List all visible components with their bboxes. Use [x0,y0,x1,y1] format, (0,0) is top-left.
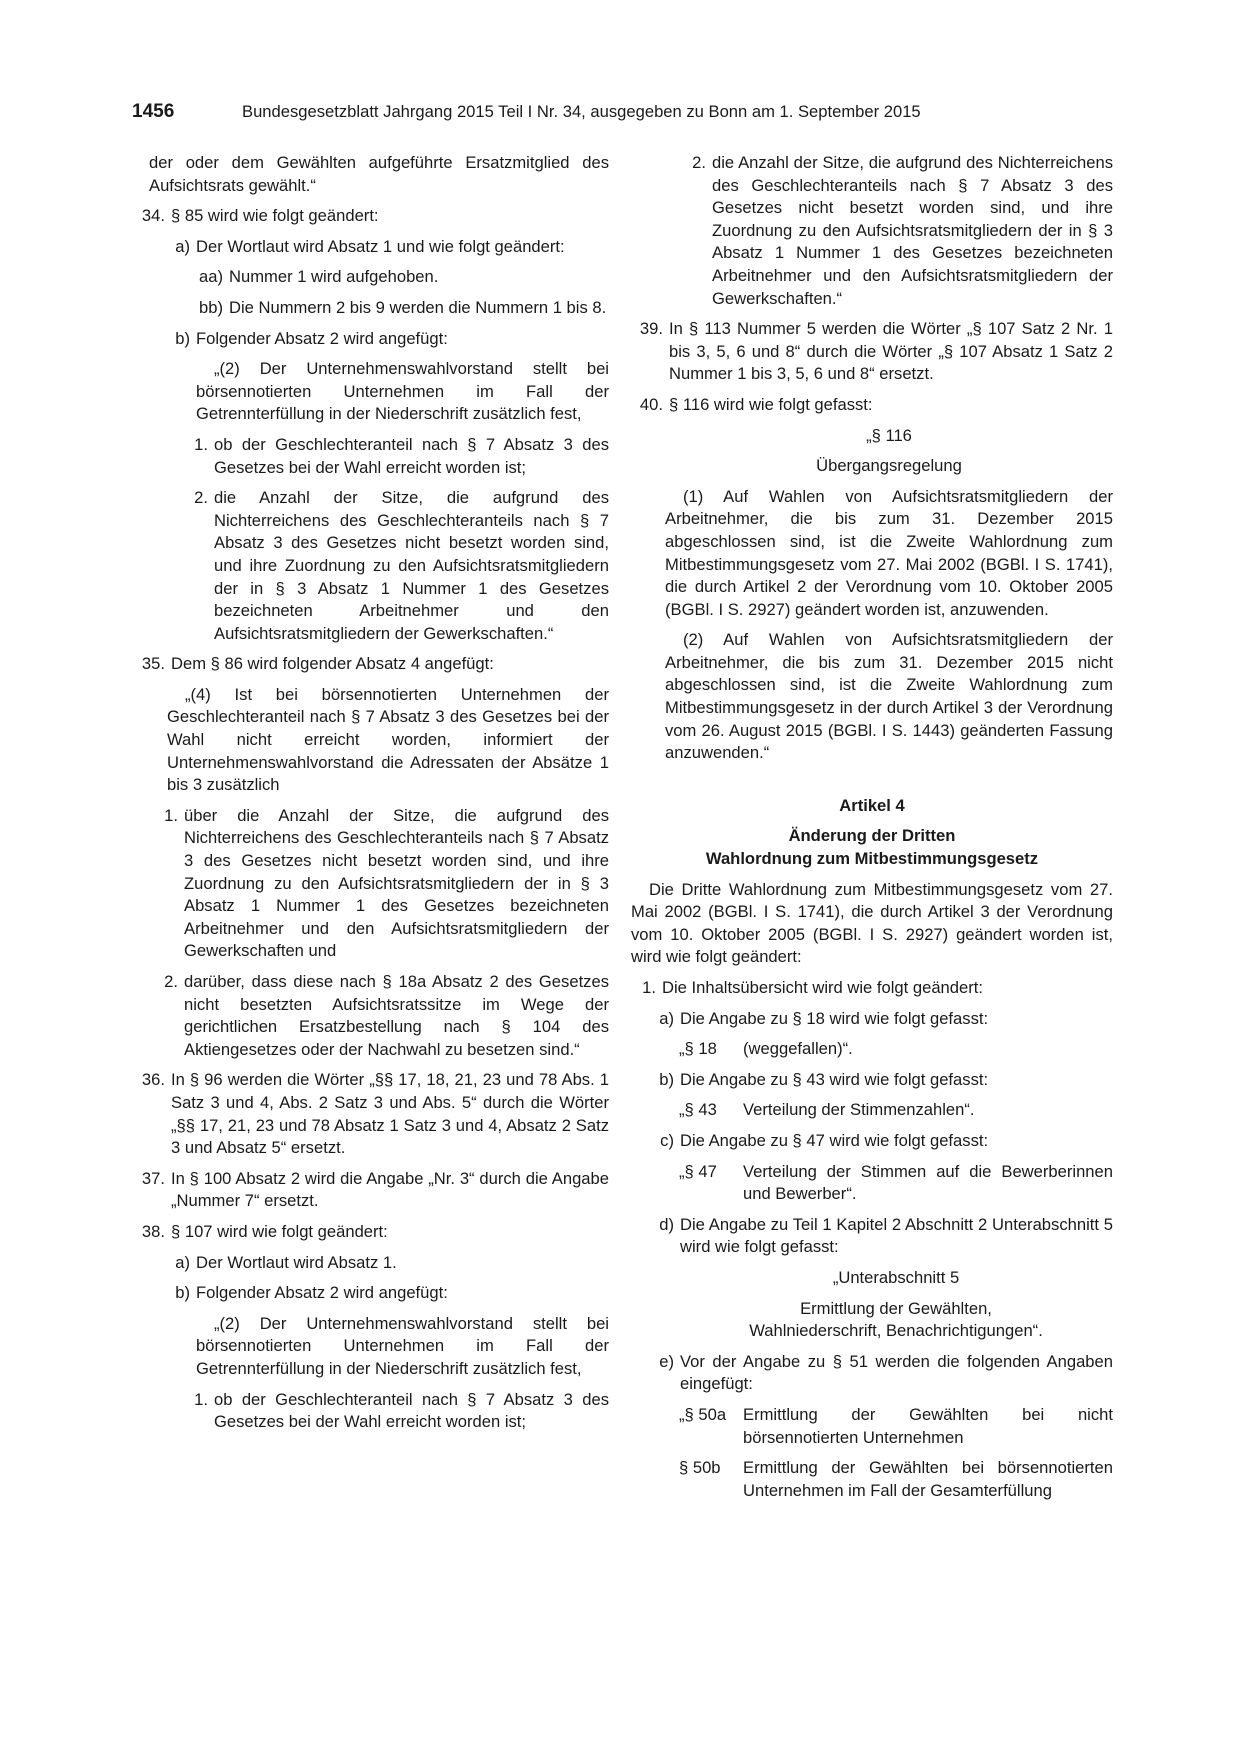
item-text: Die Angabe zu § 47 wird wie folgt gefasst: [680,1130,989,1150]
item-number: 34. [141,206,165,226]
list-item [159,805,609,963]
item-text: die Anzahl der Sitze, die aufgrund des Nichterreichens des Geschlechteranteils nach § 7 Absatz 3 des Gesetzes nicht besetzt worden sind, und ihre Zuordnung zu den Aufsichtsratsmitgliedern der in § 3 Absatz 1 Nummer 1 des Gesetzes bezeichneten Arbeitnehmer und den Aufsichtsratsmitgliedern der Gewerkschaften.“ [712,153,1113,308]
list-item [655,1214,1113,1259]
quoted-heading-line: „Unterabschnitt 5 [832,1267,960,1287]
list-item [655,1351,1113,1396]
list-item [171,328,609,351]
item-number: d) [659,1214,674,1234]
right-column [631,152,1113,1510]
item-number: „§ 18 [679,1039,717,1059]
list-item [679,1038,1113,1061]
list-item [196,297,609,320]
item-number: 35. [141,654,165,674]
item-number: „§ 47 [679,1161,717,1181]
list-item [655,1130,1113,1153]
spacer [631,773,1113,795]
item-text: Folgender Absatz 2 wird angefügt: [196,1283,448,1303]
article-heading: Artikel 4 [839,795,905,815]
item-number: b) [175,328,190,348]
list-item [655,1008,1113,1031]
item-number: 36. [141,1070,165,1090]
item-text: § 85 wird wie folgt geändert: [171,206,379,226]
item-text: In § 100 Absatz 2 wird die Angabe „Nr. 3“ durch die Angabe „Nummer 7“ ersetzt. [171,1168,609,1211]
list-item [159,971,609,1061]
item-text: Der Wortlaut wird Absatz 1 und wie folgt geändert: [196,236,565,256]
continuation-text: der oder dem Gewählten aufgeführte Ersatzmitglied des Aufsichtsrats gewählt.“ [149,153,609,195]
list-item [679,1457,1113,1502]
item-text: § 116 wird wie folgt gefasst: [669,394,873,414]
item-text: Ermittlung der Gewählten bei nicht börsennotierten Unternehmen [743,1404,1113,1447]
item-text: ob der Geschlechteranteil nach § 7 Absatz 3 des Gesetzes bei der Wahl erreicht worden ist; [214,434,609,477]
item-number: 1. [642,978,656,997]
section-number: „§ 116 [866,425,912,445]
item-number: 2. [194,488,208,508]
item-text: Folgender Absatz 2 wird angefügt: [196,328,448,348]
item-text: Die Nummern 2 bis 9 werden die Nummern 1 bis 8. [229,297,607,317]
list-item [679,1099,1113,1122]
list-item [637,977,1113,1000]
list-item [687,152,1113,310]
list-item [196,266,609,289]
item-text: Verteilung der Stimmen auf die Bewerberinnen und Bewerber“. [743,1161,1113,1204]
list-item [679,1404,1113,1449]
item-number: c) [660,1130,674,1150]
quoted-heading-line: Ermittlung der Gewählten, [800,1298,992,1318]
item-text: Vor der Angabe zu § 51 werden die folgenden Angaben eingefügt: [680,1351,1113,1394]
item-text: Die Angabe zu § 43 wird wie folgt gefasst: [680,1069,989,1089]
page-header [132,101,1112,125]
quoted-paragraph: „(2) Der Unternehmenswahlvorstand stellt bei börsennotierten Unternehmen im Fall der Getrennterfüllung in der Niederschrift zusätzlich fest, [196,1313,609,1378]
list-item [631,318,1113,386]
list-item [133,205,609,228]
item-text: Die Angabe zu § 18 wird wie folgt gefasst: [680,1008,989,1028]
item-number: 2. [164,972,178,991]
list-item [133,1069,609,1159]
item-text: In § 96 werden die Wörter „§§ 17, 18, 21, 23 und 78 Abs. 1 Satz 3 und 4, Abs. 2 Satz 3 und Abs. 5“ durch die Wörter „§§ 17, 21, 23 und 78 Absatz 1 Satz 3 und 4, Absatz 2 Satz 3 und Absatz 5“ ersetzt. [171,1070,609,1158]
item-number: a) [659,1008,674,1028]
left-column [133,152,609,1442]
item-text: die Anzahl der Sitze, die aufgrund des Nichterreichens des Geschlechteranteils nach § 7 Absatz 3 des Gesetzes nicht besetzt worden sind, und ihre Zuordnung zu den Aufsichtsratsmitgliedern der in § 3 Absatz 1 Nummer 1 des Gesetzes bezeichneten Arbeitnehmer und den Aufsichtsratsmitgliedern der Gewerkschaften.“ [214,488,609,643]
quoted-paragraph: „(2) Der Unternehmenswahlvorstand stellt bei börsennotierten Unternehmen im Fall der Getrennterfüllung in der Niederschrift zusätzlich fest, [196,359,609,424]
item-number: a) [175,236,190,256]
item-text: über die Anzahl der Sitze, die aufgrund des Nichterreichens des Geschlechteranteils nach § 7 Absatz 3 des Gesetzes nicht besetzt worden sind, und ihre Zuordnung zu den Aufsichtsratsmitgliedern der in § 3 Absatz 1 Nummer 1 des Gesetzes bezeichneten Arbeitnehmer und den Aufsichtsratsmitgliedern der Gewerkschaften und [184,805,609,961]
item-text: (weggefallen)“. [743,1039,853,1059]
item-number: „§ 50a [679,1404,727,1424]
list-item [189,1389,609,1434]
item-number: a) [175,1252,190,1272]
article-title-line: Änderung der Dritten [788,826,956,846]
list-item [133,653,609,676]
quoted-heading-line: Wahlniederschrift, Benachrichtigungen“. [749,1321,1043,1341]
section-paragraph: (2) Auf Wahlen von Aufsichtsratsmitgliedern der Arbeitnehmer, die bis zum 31. Dezember 2015 nicht abgeschlossen sind, ist die Zweite Wahlordnung zum Mitbestimmungsgesetz in der durch Artikel 3 der Verordnung vom 26. August 2015 (BGBl. I S. 1443) geänderten Fassung anzuwenden.“ [665,630,1113,763]
item-text: Verteilung der Stimmenzahlen“. [743,1100,975,1120]
item-number: 1. [164,805,178,825]
quoted-paragraph: „(4) Ist bei börsennotierten Unternehmen der Geschlechteranteil nach § 7 Absatz 3 des Gesetzes bei der Wahl nicht erreicht worden, informiert der Unternehmenswahlvorstand die Adressaten der Absätze 1 bis 3 zusätzlich [167,684,609,795]
item-text: Die Inhaltsübersicht wird wie folgt geändert: [662,978,983,997]
item-number: § 50b [679,1458,721,1478]
item-number: 39. [639,319,663,339]
item-text: Der Wortlaut wird Absatz 1. [196,1252,397,1272]
article-intro: Die Dritte Wahlordnung zum Mitbestimmungsgesetz vom 27. Mai 2002 (BGBl. I S. 1741), die durch Artikel 3 der Verordnung vom 10. Oktober 2005 (BGBl. I S. 2927) geändert worden ist, wird wie folgt geändert: [631,879,1113,967]
quoted-heading-block [679,1267,1113,1343]
item-text: darüber, dass diese nach § 18a Absatz 2 des Gesetzes nicht besetzten Aufsichtsratssitze im Wege der gerichtlichen Ersatzbestellung nach § 104 des Aktiengesetzes oder der Nachwahl zu besetzen sind.“ [184,972,609,1059]
item-text: ob der Geschlechteranteil nach § 7 Absatz 3 des Gesetzes bei der Wahl erreicht worden ist; [214,1389,609,1432]
list-item [189,487,609,645]
item-text: Ermittlung der Gewählten bei börsennotierten Unternehmen im Fall der Gesamterfüllung [743,1458,1113,1500]
item-text: In § 113 Nummer 5 werden die Wörter „§ 107 Satz 2 Nr. 1 bis 3, 5, 6 und 8“ durch die Wörter „§ 107 Absatz 1 Satz 2 Nummer 1 bis 3, 5, 6 und 8“ ersetzt. [669,319,1113,384]
list-item [133,1168,609,1213]
section-116-block [665,425,1113,765]
list-item [171,1252,609,1275]
item-number: 1. [194,434,208,454]
item-number: 38. [141,1221,165,1241]
item-text: Nummer 1 wird aufgehoben. [229,267,439,287]
list-item [679,1161,1113,1206]
list-item [171,1282,609,1305]
item-number: 40. [639,394,663,414]
item-number: b) [175,1283,190,1303]
item-number: aa) [199,267,223,287]
item-number: bb) [199,297,223,317]
list-item [171,236,609,259]
section-paragraph: (1) Auf Wahlen von Aufsichtsratsmitgliedern der Arbeitnehmer, die bis zum 31. Dezember 2015 abgeschlossen sind, ist die Zweite Wahlordnung zum Mitbestimmungsgesetz vom 27. Mai 2002 (BGBl. I S. 1741), die durch Artikel 2 der Verordnung vom 10. Oktober 2005 (BGBl. I S. 2927) geändert worden ist, anzuwenden. [665,486,1113,619]
item-number: b) [659,1069,674,1089]
item-text: Dem § 86 wird folgender Absatz 4 angefügt: [171,654,494,674]
list-item [631,394,1113,417]
item-number: 2. [692,153,706,172]
item-text: § 107 wird wie folgt geändert: [171,1221,388,1241]
article-title-line: Wahlordnung zum Mitbestimmungsgesetz [705,849,1039,869]
journal-line: Bundesgesetzblatt Jahrgang 2015 Teil I Nr. 34, ausgegeben zu Bonn am 1. September 2015 [242,102,921,121]
item-text: Die Angabe zu Teil 1 Kapitel 2 Abschnitt 2 Unterabschnitt 5 wird wie folgt gefasst: [680,1214,1113,1257]
item-number: „§ 43 [679,1100,717,1120]
list-item [655,1069,1113,1092]
item-number: 37. [141,1168,165,1188]
item-number: 1. [194,1389,208,1409]
item-number: e) [659,1351,674,1371]
section-title: Übergangsregelung [816,456,962,476]
list-item [133,1221,609,1244]
page-number: 1456 [132,101,175,122]
list-item [189,434,609,479]
